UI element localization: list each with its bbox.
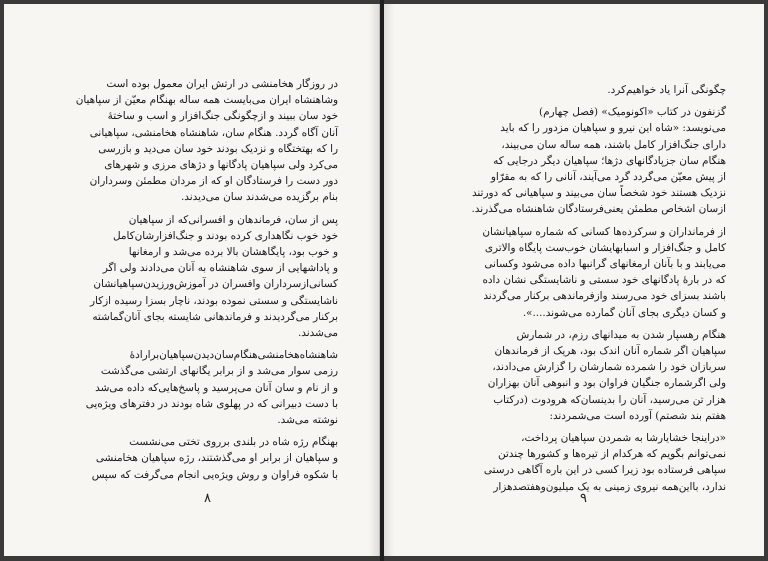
paragraph: شاهنشاه‌هخامنشی‌هنگام‌سان‌دیدن‌سپاهیان‌برارادهٔ رزمی سوار می‌شد و از برابر یگانهای ارتشی می‌گذشت و از نام و سان آنان می‌پرسید و پاسخ‌هایی‌که داده می‌شد با دست دبیرانی که در پهلوی شاه بودند در دفترهای ویژه‌یی نوشته می‌شد. xyxy=(85,349,338,427)
paragraph: هنگام رهسپار شدن به میدانهای رزم، در شمارش سپاهیان اگر شماره آنان اندک بود، هریک از فرماندهان سربازان خود را شمرده شمارشان را گزارش می‌دادند، ولی اگرشماره جنگیان فراوان بود و انبوهی آنان بهزاران هزار تن می‌رسید، آنان را بدینسان‌که هرودوت (درکتاب هفتم بند شصتم) آورده است می‌شمردند: xyxy=(487,328,726,422)
page-edge-shadow xyxy=(369,4,379,556)
left-page xyxy=(4,4,380,556)
paragraph: «دراینجا خشایارشا به شمردن سپاهیان پرداخت، نمی‌توانم بگویم که هرکدام از تیره‌ها و کشورها چندتن سپاهی فرستاده بود زیرا کسی در این باره آگاهی درستی ندارد، بااین‌همه نیروی زمینی به یک میلیون‌وهفتصدهزار xyxy=(483,432,726,493)
paragraph: از فرمانداران و سرکرده‌ها کسانی که شماره سپاهیانشان کامل و جنگ‌افزار و اسبابهایشان خوب‌ست پایگاه والاتری می‌یابند و با بآنان ارمغانهای گرانبها داده می‌شود وکسانی که در بارهٔ پادگانهای خود سستی و ناشایستگی نشان داده باشند بسزای خود می‌رسند وازفرماندهی برکنار می‌گردند و کسان دیگری بجای آنان گمارده می‌شوند....». xyxy=(482,225,726,319)
paragraph: گزنفون در کتاب «اکونومیک» (فصل چهارم) می‌نویسد: «شاه این نیرو و سپاهیان مزدور را که باید دارای جنگ‌افزار کامل باشند، همه ساله سان می‌بیند، هنگام سان جزپادگانهای دژها؛ سپاهیان دیگر درجایی که از پیش معیّن می‌گردد گرد می‌آیند، آنانی را که به مقرّ‌او نزدیک هستند خود شخصاً سان می‌بیند و سپاهیانی که دورتند ازسان اشخاص مطمئن یعنی‌فرستادگان شاهنشاه می‌گذرند. xyxy=(471,106,726,216)
paragraph: پس از سان، فرماندهان و افسرانی‌که از سپاهیان خود خوب نگاهداری کرده بودند و جنگ‌افزارشان‌کامل و خوب بود، پایگاهشان بالا برده می‌شد و ارمغانها و پاداشهایی از سوی شاهنشاه به آنان می‌دادند ولی اگر کسانی‌ازسرداران وافسران در آموزش‌ورزیدن‌سپاهیانشان ناشایستگی و سستی نموده بودند، ناچار بسزا رسیده ازکار برکنار می‌گردیدند و فرماندهانی شایسته بجای آنان‌گماشته می‌شدند. xyxy=(89,213,338,340)
left-page-text xyxy=(48,76,338,489)
page-number: ۹ xyxy=(580,491,587,506)
paragraph: در روزگار هخامنشی در ارتش ایران معمول بوده است وشاهنشاه ایران می‌بایست همه ساله بهنگام معیّن از سپاهیان خود سان ببیند و ازچگونگی جنگ‌افزار و اسب و ساختهٔ آنان آگاه گردد. هنگام سان، شاهنشاه هخامنشی، سپاهیانی را که بهتختگاه و نزدیک بودند خود سان می‌دید و بازرسی می‌کرد ولی سپاهیان پادگانها و دژهای مرزی و شهرهای دور دست را فرستادگان او که از مردان مطمئن وسرداران بنام برگزیده می‌شدند سان می‌دیدند. xyxy=(75,78,338,204)
page-number: ۸ xyxy=(204,491,211,506)
paragraph: چگونگی آنرا یاد خواهیم‌کرد. xyxy=(607,84,726,96)
right-page-text xyxy=(436,82,726,501)
right-page xyxy=(384,4,764,556)
page-edge-shadow xyxy=(384,4,394,556)
paragraph: بهنگام رژه شاه در بلندی برروی تختی می‌نشست و سپاهیان از برابر او می‌گذشتند، رژه سپاهیان هخامنشی با شکوه فراوان و روش ویژه‌یی انجام می‌گرفت که سپس xyxy=(91,436,338,481)
